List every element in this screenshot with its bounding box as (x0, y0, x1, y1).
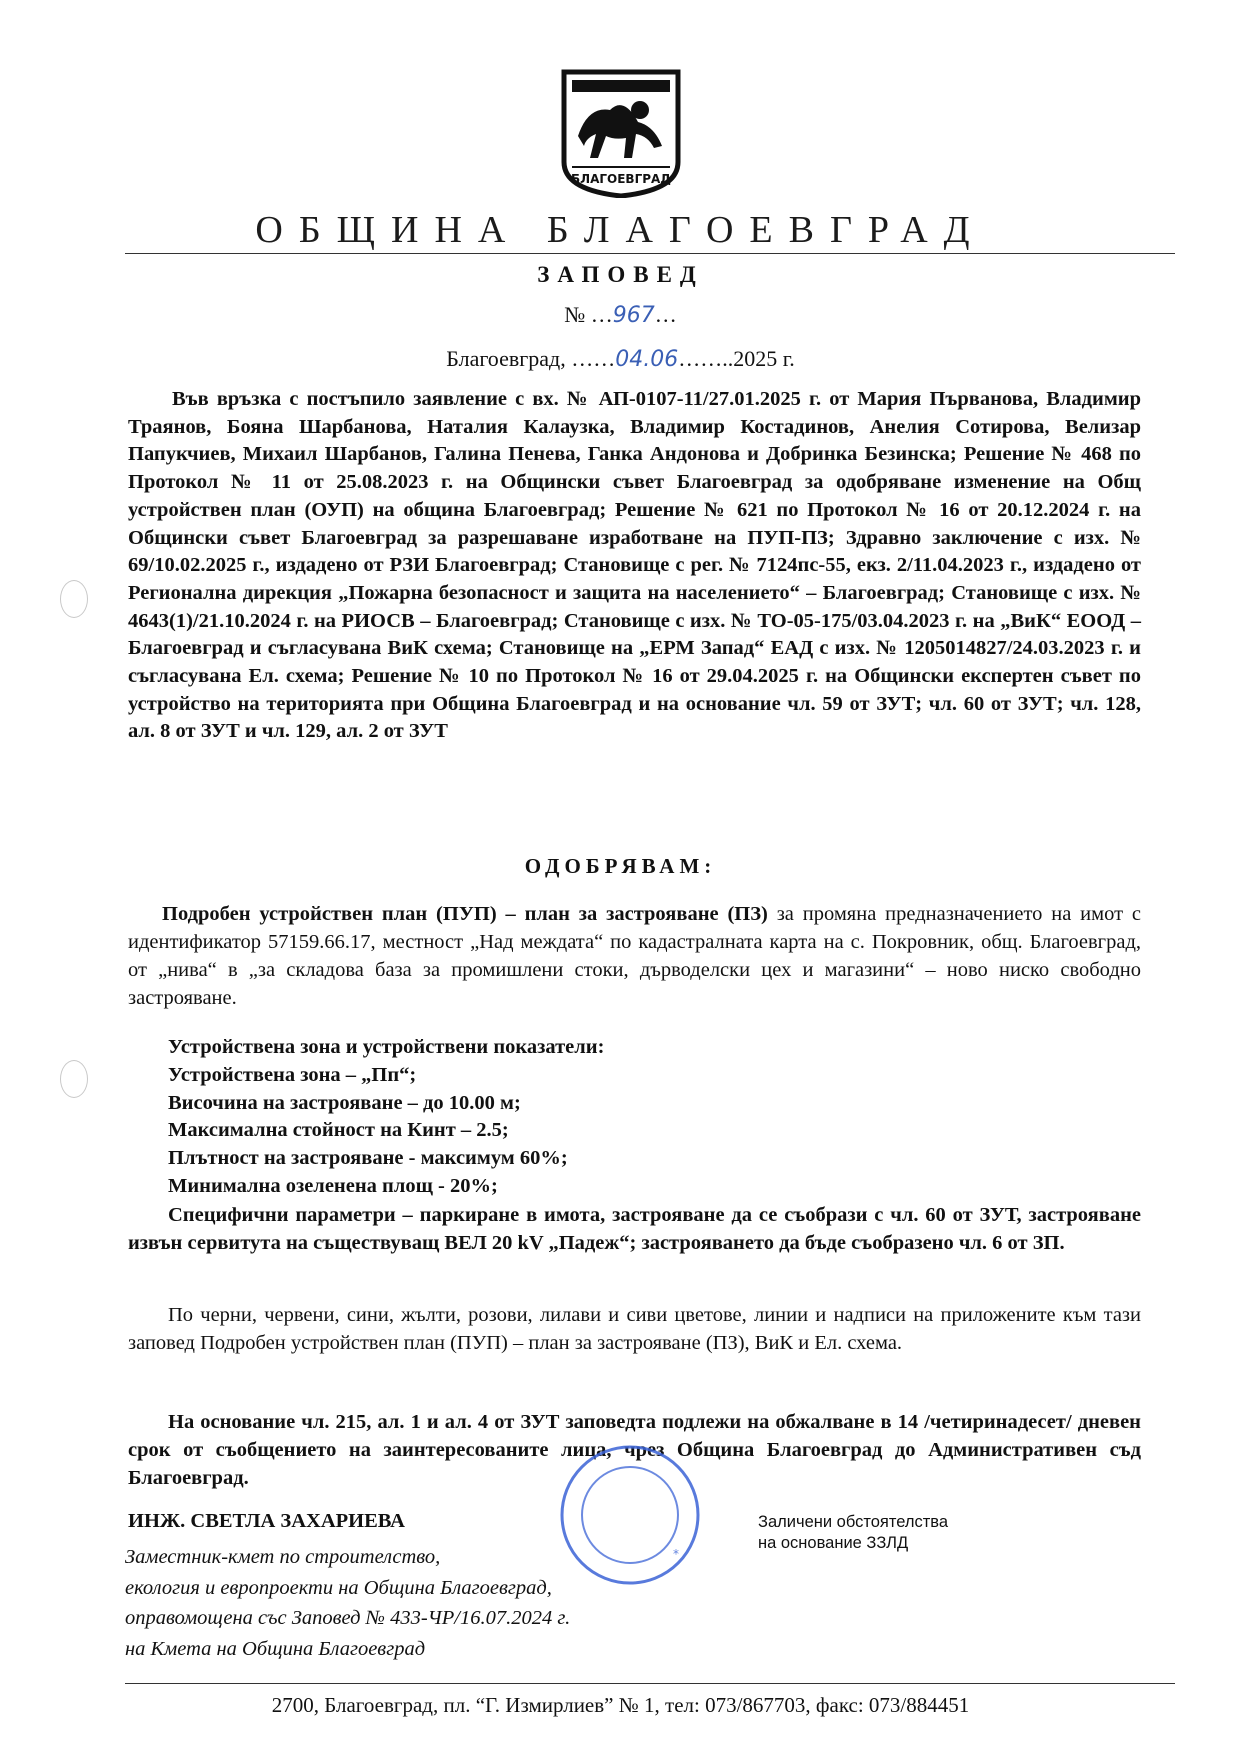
order-title: ЗАПОВЕД (537, 262, 704, 287)
coat-of-arms-logo (558, 66, 684, 198)
date-handwritten: 04.06 (615, 347, 679, 372)
order-number-line (0, 302, 1241, 328)
redaction-line: на основание ЗЗЛД (758, 1534, 909, 1552)
specific-parameters-paragraph (128, 1201, 1141, 1257)
signer-role-line: екология и европроекти на Община Благоевград, (125, 1576, 552, 1599)
plan-text: за промяна предназначението на имот с идентификатор 57159.66.17, местност „Над междата“ по кадастралната карта на с. Покровник, общ. Благоевград, от „нива“ в „за складова база за промишлени стоки, дърводелски цех и магазини“ – ново ниско свободно застрояване. (128, 903, 1141, 1009)
appeal-text: На основание чл. 215, ал. 1 и ал. 4 от ЗУТ заповедта подлежи на обжалване в 14 /четиринадесет/ дневен срок от съобщението на заинтересованите лица, чрез Община Благоевград до Административен съд Благоевград. (128, 1411, 1141, 1489)
zone-line: Максимална стойност на Кинт – 2.5; (168, 1119, 509, 1142)
footer-contacts: 2700, Благоевград, пл. “Г. Измирлиев” № 1, тел: 073/867703, факс: 073/884451 (271, 1693, 970, 1717)
zone-line: Плътност на застрояване - максимум 60%; (168, 1147, 568, 1170)
svg-text:*: * (673, 1547, 679, 1561)
footer-divider (125, 1683, 1175, 1684)
specific-parameters-text: Специфични параметри – паркиране в имота, застрояване да се съобрази с чл. 60 от ЗУТ, застрояване извън сервитута на съществуващ ВЕЛ 20 kV „Падеж“; застрояването да бъде съобразено чл. 6 от ЗП. (128, 1204, 1141, 1254)
header-divider (125, 253, 1175, 254)
official-stamp (555, 1440, 705, 1590)
approve-heading: ОДОБРЯВАМ: (524, 854, 717, 878)
logo-caption: БЛАГОЕВГРАД (570, 172, 672, 186)
punch-hole-top (60, 580, 88, 618)
signer-role-line: оправомощена със Заповед № 433-ЧР/16.07.2024 г. (125, 1607, 571, 1629)
order-number-prefix: № … (564, 302, 613, 327)
redaction-line: Заличени обстоятелства (758, 1513, 949, 1531)
zone-line: Устройствена зона и устройствени показатели: (168, 1036, 605, 1058)
date-suffix: ……..2025 г. (678, 346, 795, 371)
zone-indicators-list (168, 1034, 1141, 1201)
order-number-handwritten: 967 (612, 303, 655, 328)
colors-paragraph (128, 1301, 1141, 1357)
order-number-suffix: … (654, 302, 677, 327)
zone-line: Минимална озеленена площ - 20%; (168, 1174, 498, 1197)
signer-role (125, 1542, 570, 1664)
signer-role-line: на Кмета на Община Благоевград (125, 1637, 426, 1660)
colors-text: По черни, червени, сини, жълти, розови, лилави и сиви цветове, линии и надписи на приложените към тази заповед Подробен устройствен план (ПУП) – план за застрояване (ПЗ), ВиК и Ел. схема. (128, 1304, 1141, 1354)
punch-hole-bottom (60, 1060, 88, 1098)
municipality-name: ОБЩИНА БЛАГОЕВГРАД (255, 209, 986, 251)
zone-line: Устройствена зона – „Пп“; (168, 1063, 417, 1086)
zone-line: Височина на застрояване – до 10.00 м; (168, 1091, 521, 1114)
plan-bold-text: Подробен устройствен план (ПУП) – план за застрояване (ПЗ) (162, 903, 768, 925)
redaction-note (758, 1512, 948, 1554)
intro-text: Във връзка с постъпило заявление с вх. № АП-0107-11/27.01.2025 г. от Мария Първанова, Владимир Траянов, Бояна Шарбанова, Наталия Калаузка, Владимир Костадинов, Анелия Сотирова, Велизар Папукчиев, Михаил Шарбанов, Галина Пенева, Ганка Андонова и Добринка Безинска; Решение № 468 по Протокол № 11 от 25.08.2023 г. на Общински съвет Благоевград за одобряване изменение на Общ устройствен план (ОУП) на община Благоевград; Решение № 621 по Протокол № 16 от 20.12.2024 г. на Общински съвет Благоевград за разрешаване изработване на ПУП-ПЗ; Здравно заключение с изх. № 69/10.02.2025 г., издадено от РЗИ Благоевград; Становище с рег. № 7124пс-55, екз. 2/11.04.2023 г., издадено от Регионална дирекция „Пожарна безопасност и защита на населението“ – Благоевград; Становище с изх. № 4643(1)/21.10.2024 г. на РИОСВ – Благоевград; Становище с изх. № ТО-05-175/03.04.2023 г. на „ВиК“ ЕООД – Благоевград и съгласувана ВиК схема; Становище на „ЕРМ Запад“ ЕАД с изх. № 1205014827/24.03.2023 г. и съгласувана Ел. схема; Решение № 10 по Протокол № 16 от 29.04.2025 г. на Общински експертен съвет по устройство на територията при Община Благоевград и на основание чл. 59 от ЗУТ; чл. 60 от ЗУТ; чл. 128, ал. 8 от ЗУТ и чл. 129, ал. 2 от ЗУТ (128, 388, 1141, 743)
intro-paragraph (128, 386, 1141, 746)
order-date-line (0, 346, 1241, 372)
signer-role-line: Заместник-кмет по строителство, (125, 1546, 441, 1568)
plan-paragraph (128, 900, 1141, 1012)
date-prefix: Благоевград, …… (446, 346, 616, 371)
signer-name: ИНЖ. СВЕТЛА ЗАХАРИЕВА (128, 1510, 405, 1532)
